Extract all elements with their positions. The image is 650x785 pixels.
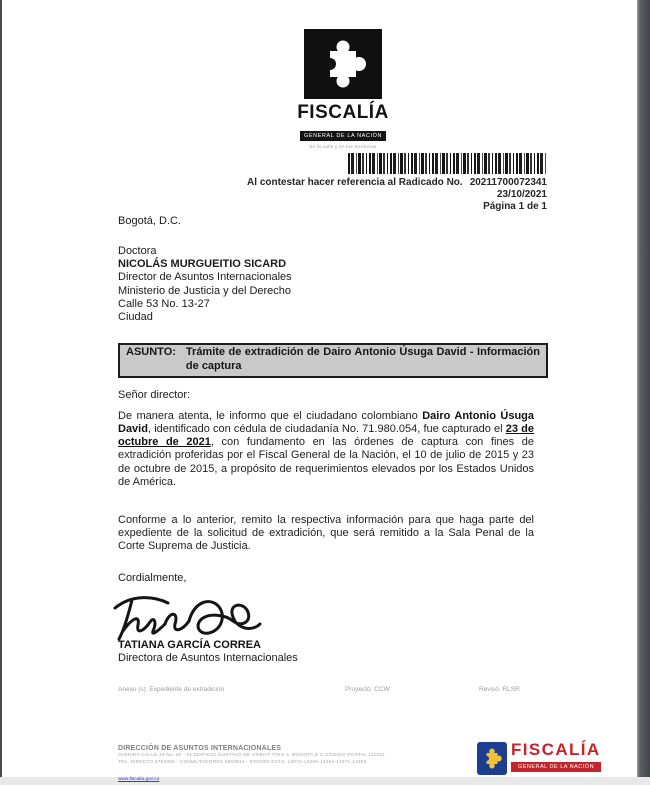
radicado-date: 23/10/2021 [496,188,547,200]
footer-contact-block [118,745,468,785]
puzzle-piece-icon [481,746,503,771]
page-number: Página 1 de 1 [483,200,547,212]
handwritten-signature [110,591,265,643]
viewer-left-edge [0,0,2,777]
footer-phones: TEL. DIRECTO 5702008 - CONMUTADORES 5603814 - 5702000 EXTS. 13072-13355-13354-13371-13353 [118,760,367,766]
fiscalia-logo-square [304,29,382,99]
subject-box [118,343,548,378]
radicado-label: Al contestar hacer referencia al Radicado No. [247,177,463,188]
recipient-salutation: Doctora [118,245,157,257]
footer-website-link[interactable]: www.fiscalia.gov.co [118,776,160,782]
fiscalia-header-logo [293,29,393,149]
recipient-name: NICOLÁS MURGUEITIO SICARD [118,258,287,271]
signer-name: TATIANA GARCÍA CORREA [118,639,261,651]
puzzle-piece-icon [317,35,369,93]
p1-text: , identificado con cédula de ciudadanía No. 71.980.054, fue capturado el [147,423,506,436]
city-line: Bogotá, D.C. [118,215,181,227]
radicado-line [150,177,547,189]
radicado-number: 20211700072341 [469,177,547,188]
footer-logo-square [477,742,507,775]
p1-subject-name: Dairo Antonio Úsuga David [118,410,535,436]
footer-fiscalia-brand: FISCALÍA [511,740,601,759]
closing-line: Cordialmente, [118,572,187,584]
recipient-entity: Ministerio de Justicia y del Derecho [118,284,292,297]
viewer-right-edge [637,0,650,777]
barcode [348,153,547,174]
fiscalia-brand-subtitle: GENERAL DE LA NACIÓN [300,131,386,141]
recipient-title: Director de Asuntos Internacionales [118,271,292,284]
subject-label: ASUNTO: [126,346,176,358]
footer-address: AVENIDA CALLE 24 No. 52 - 01 EDIFICIO GUSTAVO DE GREIFF PISO 4, BOGOTA D.C CÓDIGO POSTAL 111321 [118,753,385,758]
radicado-reference-block [150,177,547,212]
reviso-note: Revisó: RLSR [479,686,520,693]
recipient-address: Calle 53 No. 13-27 [118,297,210,310]
signer-title: Directora de Asuntos Internacionales [118,652,298,664]
greeting-line: Señor director: [118,389,191,401]
footer-fiscalia-subtitle: GENERAL DE LA NACIÓN [511,762,601,772]
proyecto-note: Proyectó: CCW [345,686,390,693]
fiscalia-brand-text: FISCALÍA [297,102,389,123]
recipient-block [118,245,292,324]
body-paragraph-1 [118,410,534,489]
anexo-note: Anexo (s): Expediente de extradición [118,686,225,693]
subject-text: Trámite de extradición de Dairo Antonio Úsuga David - Información de captura [185,346,540,372]
p1-capture-date: 23 de octubre de 2021 [118,423,534,449]
recipient-city: Ciudad [118,311,153,324]
p1-text: De manera atenta, le informo que el ciudadano colombiano [118,410,423,422]
p1-text: , con fundamento en las órdenes de captura con fines de extradición proferidas por el Fiscal General de la Nación, el 10 de julio de 2015 y 23 de octubre de 2015, a propósito de requerimientos elevados por los Estados Unidos de América. [118,436,534,488]
footer-department: DIRECCIÓN DE ASUNTOS INTERNACIONALES [118,745,282,752]
body-paragraph-2: Conforme a lo anterior, remito la respectiva información para que haga parte del expediente de la solicitud de extradición, que será remitido a la Sala Penal de la Corte Suprema de Justicia. [118,514,534,553]
fiscalia-tagline: En la calle y en los territorios [309,144,377,149]
